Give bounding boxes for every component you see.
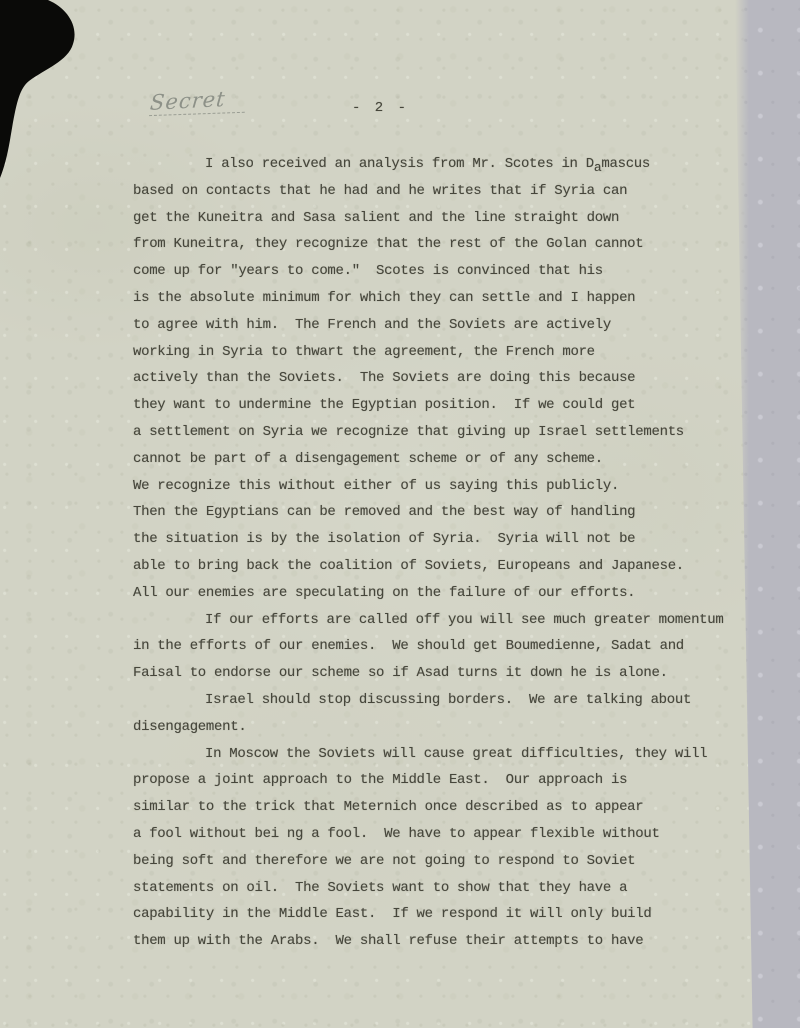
typed-line: similar to the trick that Meternich once described as to appear [133,799,644,816]
typed-line: come up for "years to come." Scotes is convinced that his [133,263,603,280]
typed-line: capability in the Middle East. If we respond it will only build [133,906,652,923]
handwritten-secret-text: Secret [149,86,227,115]
typed-text: I also received an analysis from Mr. Scotes in D [205,156,594,172]
typed-line: the situation is by the isolation of Syria. Syria will not be [133,531,636,548]
typed-line: Israel should stop discussing borders. We are talking about [205,691,692,708]
typed-line: able to bring back the coalition of Soviets, Europeans and Japanese. [133,557,684,574]
subscript-letter: a [593,160,602,175]
typed-line: If our efforts are called off you will see much greater momentum [205,611,724,628]
typed-line: working in Syria to thwart the agreement, the French more [133,343,595,360]
typed-line: actively than the Soviets. The Soviets are doing this because [133,370,636,387]
typed-line: Faisal to endorse our scheme so if Asad turns it down he is alone. [133,665,668,682]
typed-line: based on contacts that he had and he writes that if Syria can [133,182,628,199]
typed-line: Then the Egyptians can be removed and the best way of handling [133,504,636,521]
page-number: - 2 - [352,100,410,116]
typed-line: a fool without bei ng a fool. We have to appear flexible without [133,825,660,842]
typed-body [133,151,773,955]
typed-line: get the Kuneitra and Sasa salient and the line straight down [133,209,620,226]
typed-line: disengagement. [133,718,247,735]
typed-line: in the efforts of our enemies. We should get Boumedienne, Sadat and [133,638,684,655]
typed-line: being soft and therefore we are not going to respond to Soviet [133,852,636,869]
handwritten-secret-note [149,85,261,117]
typed-line [133,151,773,178]
typed-line: We recognize this without either of us saying this publicly. [133,477,620,494]
typed-line: from Kuneitra, they recognize that the rest of the Golan cannot [133,236,644,253]
typed-line: All our enemies are speculating on the failure of our efforts. [133,584,636,601]
typed-line: is the absolute minimum for which they can settle and I happen [133,289,636,306]
typed-line: them up with the Arabs. We shall refuse their attempts to have [133,933,644,950]
typed-text: mascus [601,156,650,172]
typed-line: they want to undermine the Egyptian position. If we could get [133,397,636,414]
typed-line: statements on oil. The Soviets want to show that they have a [133,879,628,896]
typed-line: a settlement on Syria we recognize that giving up Israel settlements [133,423,684,440]
typed-line: In Moscow the Soviets will cause great difficulties, they will [205,745,708,762]
typed-line: propose a joint approach to the Middle East. Our approach is [133,772,628,789]
typed-line: to agree with him. The French and the Soviets are actively [133,316,611,333]
typed-line: cannot be part of a disengagement scheme or of any scheme. [133,450,603,467]
scan-corner-blemish [0,0,90,180]
